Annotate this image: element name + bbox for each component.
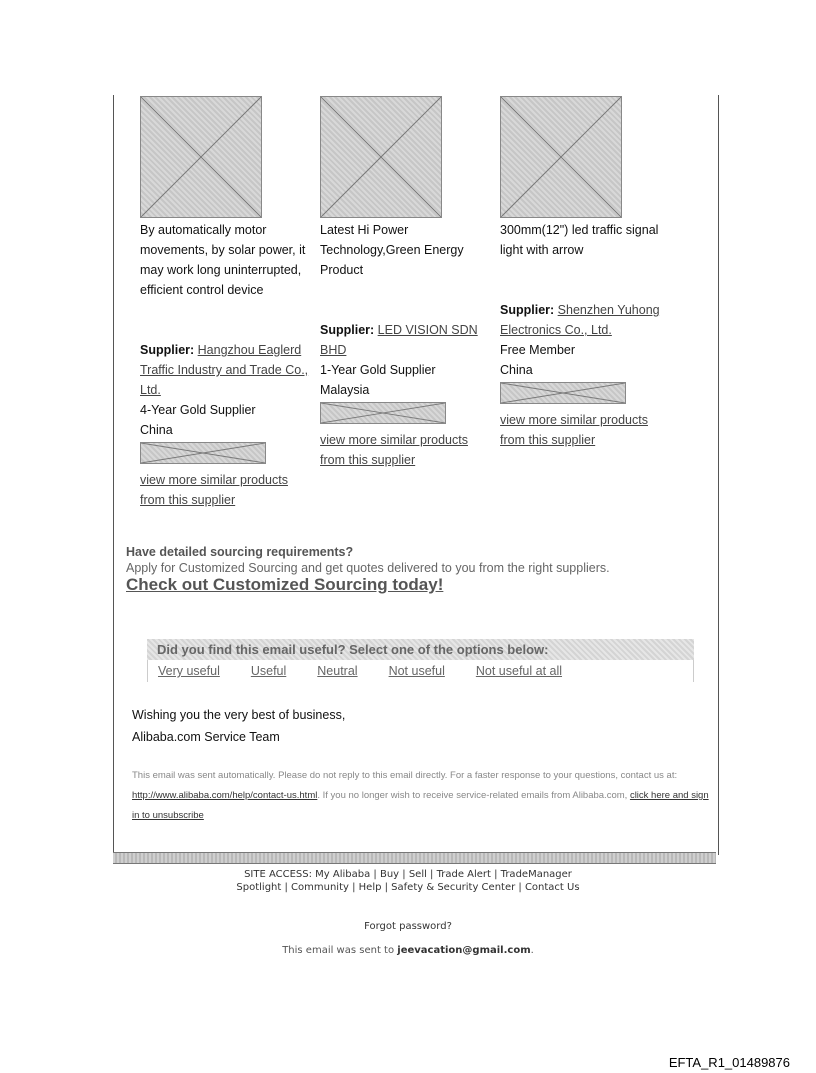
disclaimer-text	[132, 766, 712, 826]
product-description: By automatically motor movements, by solar power, it may work long uninterrupted, efficient control device	[140, 223, 306, 297]
product-image-placeholder-icon[interactable]	[320, 96, 442, 218]
sent-to-notice	[0, 945, 816, 956]
view-more-products-link[interactable]: view more similar products from this supplier	[500, 413, 648, 447]
product-description: 300mm(12") led traffic signal light with arrow	[500, 223, 659, 257]
product-card-3	[500, 96, 670, 447]
supplier-info	[320, 320, 490, 470]
document-id: EFTA_R1_01489876	[668, 1055, 790, 1070]
feedback-survey	[147, 639, 694, 682]
supplier-label: Supplier:	[500, 303, 555, 317]
supplier-name-link[interactable]: Hangzhou Eaglerd Traffic Industry and Trade Co., Ltd.	[140, 343, 309, 397]
product-image-placeholder-icon[interactable]	[140, 96, 262, 218]
product-card-1	[140, 96, 310, 507]
survey-option-neutral[interactable]: Neutral	[317, 664, 358, 678]
survey-option-not-useful[interactable]: Not useful	[388, 664, 445, 678]
supplier-name-link[interactable]: Shenzhen Yuhong Electronics Co., Ltd.	[500, 303, 660, 337]
site-access-nav	[0, 868, 816, 894]
sourcing-description: Apply for Customized Sourcing and get quotes delivered to you from the right suppliers.	[126, 561, 610, 575]
supplier-badge-placeholder-icon	[320, 402, 446, 424]
product-card-2	[320, 96, 490, 467]
product-description: Latest Hi Power Technology,Green Energy Product	[320, 223, 464, 277]
supplier-country: China	[140, 423, 173, 437]
survey-options	[147, 660, 694, 682]
view-more-products-link[interactable]: view more similar products from this supplier	[320, 433, 468, 467]
survey-option-not-useful-at-all[interactable]: Not useful at all	[475, 664, 563, 678]
sent-to-suffix: .	[530, 945, 534, 956]
survey-option-very-useful[interactable]: Very useful	[158, 664, 220, 678]
supplier-country: China	[500, 363, 533, 377]
forgot-password-link[interactable]: Forgot password?	[364, 921, 452, 932]
supplier-badge-placeholder-icon	[140, 442, 266, 464]
contact-us-link[interactable]: http://www.alibaba.com/help/contact-us.html	[132, 790, 318, 801]
supplier-membership: 4-Year Gold Supplier	[140, 403, 256, 417]
supplier-country: Malaysia	[320, 383, 370, 397]
closing-signature	[132, 704, 345, 748]
sent-to-prefix: This email was sent to	[282, 945, 398, 956]
signature-team: Alibaba.com Service Team	[132, 730, 280, 744]
supplier-badge-placeholder-icon	[500, 382, 626, 404]
site-access-line-2[interactable]: Spotlight | Community | Help | Safety & Security Center | Contact Us	[236, 882, 580, 893]
email-frame-left-border	[113, 95, 114, 855]
recipient-email: jeevacation@gmail.com	[397, 945, 531, 956]
customized-sourcing-section	[126, 545, 706, 595]
product-image-placeholder-icon[interactable]	[500, 96, 622, 218]
customized-sourcing-link[interactable]: Check out Customized Sourcing today!	[126, 575, 444, 594]
view-more-products-link[interactable]: view more similar products from this supplier	[140, 473, 288, 507]
disclaimer-part-1: This email was sent automatically. Please do not reply to this email directly. For a faster response to your questions, contact us at:	[132, 770, 678, 781]
supplier-membership: 1-Year Gold Supplier	[320, 363, 436, 377]
survey-heading: Did you find this email useful? Select one of the options below:	[147, 639, 694, 660]
supplier-membership: Free Member	[500, 343, 576, 357]
email-frame-bottom-bar	[113, 852, 716, 864]
unsubscribe-link[interactable]: click here and sign in to unsubscribe	[132, 790, 709, 821]
supplier-info	[500, 300, 670, 450]
sourcing-question: Have detailed sourcing requirements?	[126, 545, 354, 559]
email-frame-right-border	[718, 95, 719, 855]
survey-option-useful[interactable]: Useful	[250, 664, 287, 678]
supplier-info	[140, 340, 310, 510]
disclaimer-part-2: . If you no longer wish to receive service-related emails from Alibaba.com,	[317, 790, 630, 801]
supplier-label: Supplier:	[140, 343, 195, 357]
supplier-name-link[interactable]: LED VISION SDN BHD	[320, 323, 478, 357]
closing-line: Wishing you the very best of business,	[132, 708, 346, 722]
supplier-label: Supplier:	[320, 323, 375, 337]
site-access-line-1[interactable]: SITE ACCESS: My Alibaba | Buy | Sell | Trade Alert | TradeManager	[244, 869, 572, 880]
